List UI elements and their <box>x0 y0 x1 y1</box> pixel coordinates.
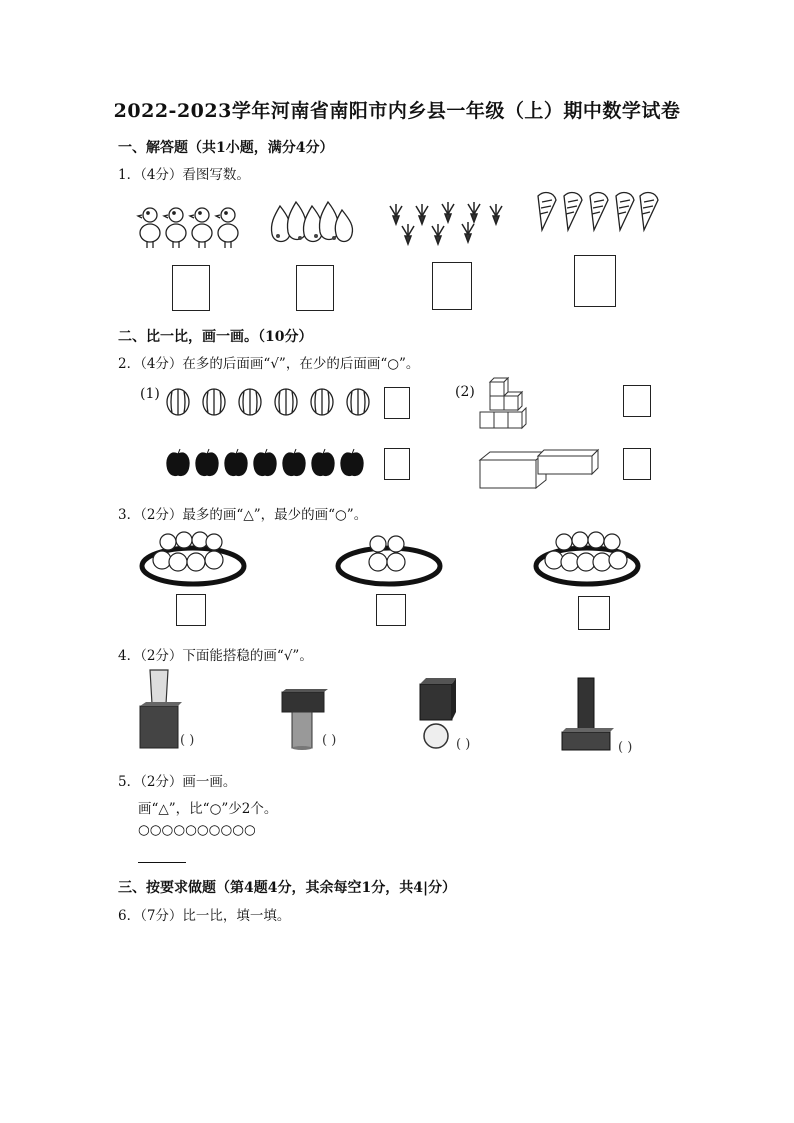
cube-on-ball-icon <box>416 676 460 752</box>
block-on-cylinder-icon <box>280 688 328 750</box>
q1-answer-box-3[interactable] <box>432 262 472 310</box>
pear-icon <box>270 196 354 248</box>
q5-instruction: 画“△”，比“○”少2个。 <box>138 801 278 817</box>
q2-answer-box-2[interactable] <box>384 448 410 480</box>
q1-answer-box-4[interactable] <box>574 255 616 307</box>
watermelon-icon <box>166 386 376 418</box>
q2-answer-box-3[interactable] <box>623 385 651 417</box>
cube-stack-icon <box>478 378 548 434</box>
q4-paren-2[interactable]: ( ) <box>322 733 337 748</box>
q4-paren-4[interactable]: ( ) <box>618 740 633 755</box>
question-5: 5．（2分）画一画。 <box>118 774 237 790</box>
q3-answer-box-2[interactable] <box>376 594 406 626</box>
carrot-icon <box>382 198 506 248</box>
question-1: 1．（4分）看图写数。 <box>118 167 250 183</box>
question-3: 3．（2分）最多的画“△”，最少的画“○”。 <box>118 507 368 523</box>
section-heading-2: 二、比一比，画一画。（10分） <box>118 329 313 345</box>
duck-icon <box>138 203 248 251</box>
plate-of-apples-icon <box>140 526 246 588</box>
plate-of-apples-icon <box>336 530 442 588</box>
q2-part2-label: (2) <box>455 384 475 400</box>
question-6: 6．（7分）比一比，填一填。 <box>118 908 291 924</box>
q1-answer-box-1[interactable] <box>172 265 210 311</box>
cuboid-icon <box>478 446 602 490</box>
q3-answer-box-3[interactable] <box>578 596 610 630</box>
q3-answer-box-1[interactable] <box>176 594 206 626</box>
q2-part1-label: (1) <box>140 386 160 402</box>
cup-on-block-icon <box>138 668 182 750</box>
page-title: 2022-2023学年河南省南阳市内乡县一年级（上）期中数学试卷 <box>113 100 681 122</box>
question-2: 2．（4分）在多的后面画“√”，在少的后面画“○”。 <box>118 356 420 372</box>
q4-paren-3[interactable]: ( ) <box>456 737 471 752</box>
t-shaped-stack-icon <box>558 676 614 752</box>
q4-paren-1[interactable]: ( ) <box>180 733 195 748</box>
section-heading-3: 三、按要求做题（第4题4分，其余每空1分，共4|分） <box>118 880 457 896</box>
q1-answer-box-2[interactable] <box>296 265 334 311</box>
plate-of-apples-icon <box>534 526 640 588</box>
q5-answer-blank[interactable] <box>138 862 186 863</box>
apple-icon <box>166 448 376 478</box>
q2-answer-box-4[interactable] <box>623 448 651 480</box>
ice-cream-cone-icon <box>536 190 660 236</box>
section-heading-1: 一、解答题（共1小题，满分4分） <box>118 140 334 156</box>
q5-circles: ○○○○○○○○○○ <box>138 822 256 838</box>
question-4: 4．（2分）下面能搭稳的画“√”。 <box>118 648 313 664</box>
q2-answer-box-1[interactable] <box>384 387 410 419</box>
